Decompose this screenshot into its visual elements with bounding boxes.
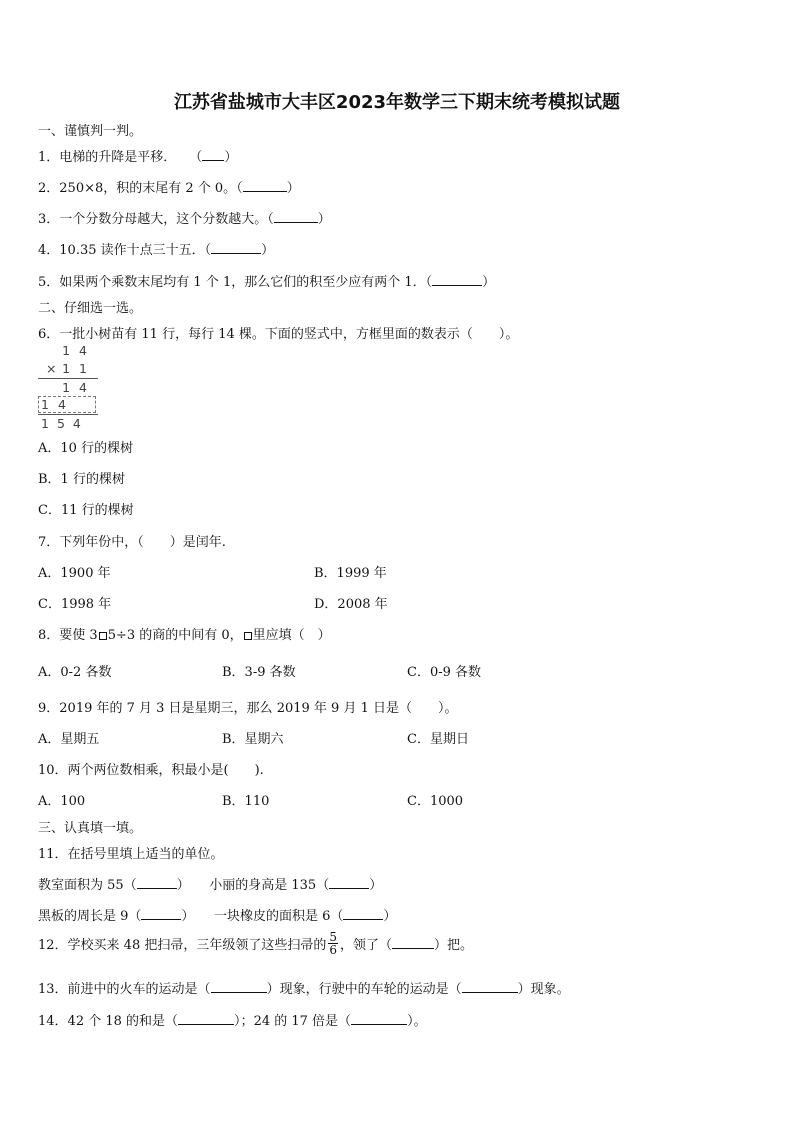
question-9: 9．2019 年的 7 月 3 日是星期三，那么 2019 年 9 月 1 日是（ ）。 [38,701,458,716]
section-heading-1: 一、谨慎判一判。 [38,124,143,139]
square-box-icon [244,632,252,640]
question-5-text: 5．如果两个乘数末尾均有 1 个 1，那么它们的积至少应有两个 1． [38,275,426,290]
answer-blank-11d[interactable] [343,907,383,920]
q10-option-b[interactable]: B．110 [222,794,270,809]
answer-blank-5[interactable] [432,273,482,286]
page-title: 江苏省盐城市大丰区2023年数学三下期末统考模拟试题 [173,92,621,113]
question-4-text: 4．10.35 读作十点三十五． [38,243,205,258]
answer-blank-13a[interactable] [211,980,267,993]
question-3-text: 3．一个分数分母越大，这个分数越大。 [38,212,268,227]
answer-blank-11b[interactable] [329,876,369,889]
q7-option-d[interactable]: D．2008 年 [314,597,388,612]
q8-option-b[interactable]: B．3-9 各数 [222,665,296,680]
calc-divider-1 [38,378,98,379]
q7-option-b[interactable]: B．1999 年 [314,566,387,581]
answer-blank-14b[interactable] [351,1012,407,1025]
question-6: 6．一批小树苗有 11 行，每行 14 棵。下面的竖式中，方框里面的数表示（ ）。 [38,327,519,342]
q10-option-a[interactable]: A．100 [38,794,86,809]
calc-row-4: 14 [41,397,75,412]
question-5: 5．如果两个乘数末尾均有 1 个 1，那么它们的积至少应有两个 1．（ ） [38,275,496,290]
q8-option-a[interactable]: A．0-2 各数 [38,665,112,680]
question-1: 1．电梯的升降是平移． （ ） [38,150,238,165]
fraction-five-sixths: $\frac{5}{6}$ [329,930,337,957]
question-11-row-2: 黑板的周长是 9（ ） 一块橡皮的面积是 6（ ） [38,909,397,924]
question-14: 14．42 个 18 的和是（ ）；24 的 17 倍是（ ）。 [38,1014,427,1029]
square-box-icon [99,632,107,640]
answer-blank-1[interactable] [202,148,224,161]
answer-blank-14a[interactable] [178,1012,234,1025]
q9-option-a[interactable]: A．星期五 [38,732,100,747]
q7-option-a[interactable]: A．1900 年 [38,566,111,581]
calc-row-3: 14 [62,380,96,395]
question-1-text: 1．电梯的升降是平移． [38,150,170,165]
section-heading-2: 二、仔细选一选。 [38,301,143,316]
question-12: 12．学校买来 48 把扫帚，三年级领了这些扫帚的 $\frac{5}{6}$ ，领了（ ）把。 [38,930,474,957]
calc-row-2: 11 [62,361,96,376]
q8-option-c[interactable]: C．0-9 各数 [407,665,482,680]
question-13: 13．前进中的火车的运动是（ ）现象，行驶中的车轮的运动是（ ）现象。 [38,982,570,997]
question-7: 7．下列年份中，（ ）是闰年. [38,535,226,550]
answer-blank-11a[interactable] [137,876,177,889]
section-heading-3: 三、认真填一填。 [38,821,143,836]
question-11-row-1: 教室面积为 55（ ） 小丽的身高是 135（ ） [38,878,383,893]
answer-blank-3[interactable] [274,210,318,223]
question-3: 3．一个分数分母越大，这个分数越大。（ ） [38,212,331,227]
q9-option-b[interactable]: B．星期六 [222,732,284,747]
question-2: 2．250×8，积的末尾有 2 个 0。（ ） [38,181,300,196]
q7-option-c[interactable]: C．1998 年 [38,597,112,612]
question-8: 8．要使 3 5÷3 的商的中间有 0， 里应填（ ） [38,628,331,643]
q6-option-a[interactable]: A．10 行的棵树 [38,441,134,456]
answer-blank-4[interactable] [211,241,261,254]
answer-blank-11c[interactable] [141,907,181,920]
q9-option-c[interactable]: C．星期日 [407,732,469,747]
calc-divider-2 [38,414,98,415]
answer-blank-12[interactable] [392,936,434,949]
calc-row-5: 154 [41,416,89,431]
question-11: 11．在括号里填上适当的单位。 [38,847,224,862]
vertical-multiplication [38,343,102,433]
q6-option-c[interactable]: C．11 行的棵树 [38,503,134,518]
answer-blank-2[interactable] [243,179,287,192]
question-10: 10．两个两位数相乘，积最小是( ). [38,763,264,778]
calc-row-1: 14 [62,343,96,358]
answer-blank-13b[interactable] [462,980,518,993]
q10-option-c[interactable]: C．1000 [407,794,464,809]
q6-option-b[interactable]: B．1 行的棵树 [38,472,125,487]
question-4: 4．10.35 读作十点三十五．（ ） [38,243,275,258]
multiply-sign: × [46,361,57,376]
question-2-text: 2．250×8，积的末尾有 2 个 0。 [38,181,237,196]
